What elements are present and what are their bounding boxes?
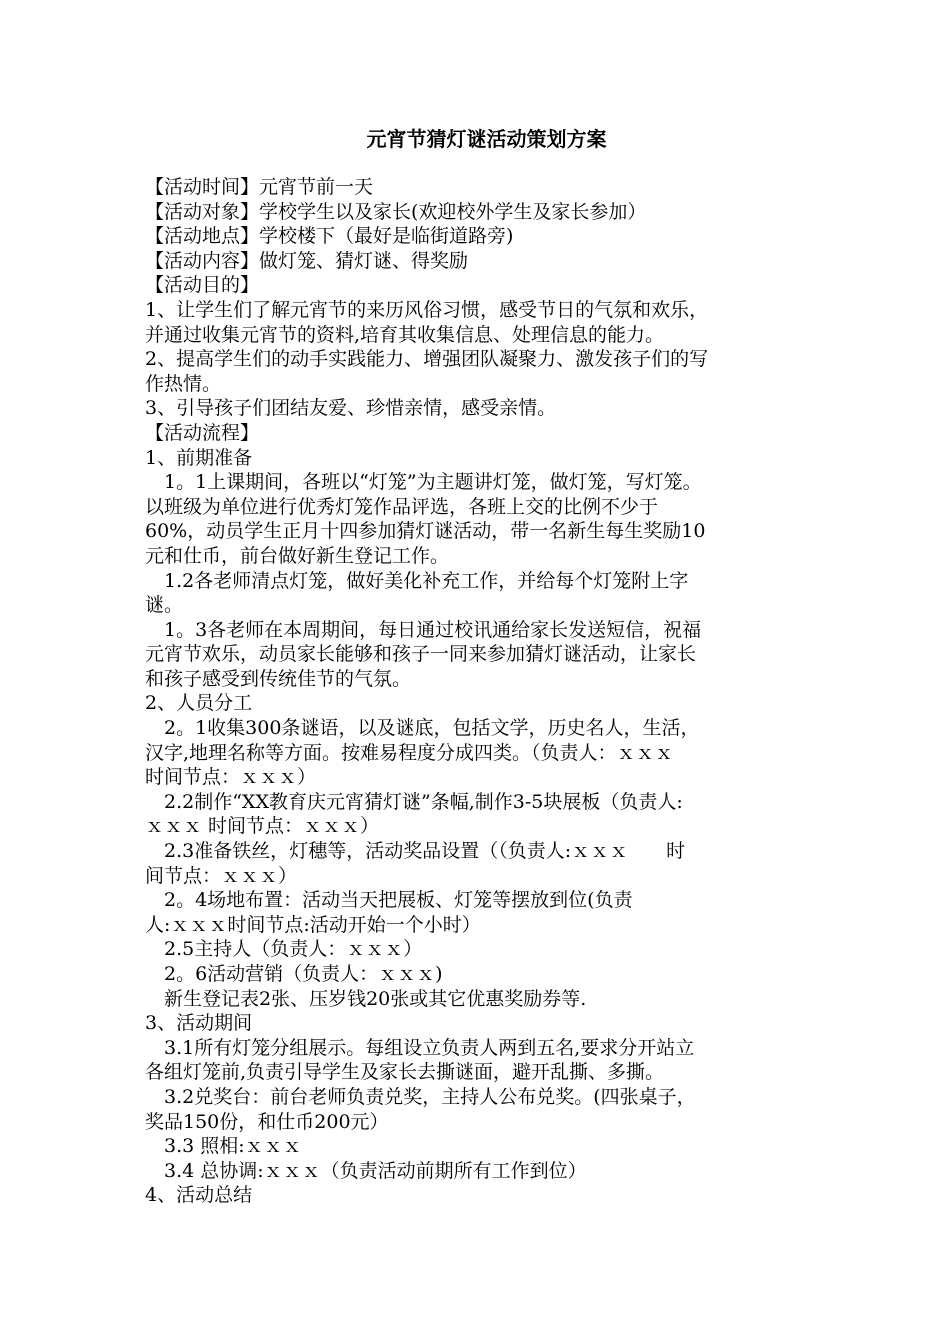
text-line: 新生登记表2张、压岁钱20张或其它优惠奖励券等. <box>164 987 587 1010</box>
text-line: 2。1收集300条谜语，以及谜底，包括文学，历史名人，生活， <box>164 717 700 740</box>
text-line: 元和仕币，前台做好新生登记工作。 <box>145 544 450 567</box>
text-line: 【活动内容】做灯笼、猜灯谜、得奖励 <box>145 249 469 272</box>
text-line: 【活动时间】元宵节前一天 <box>145 176 374 198</box>
text-line: 1、让学生们了解元宵节的来历风俗习惯，感受节日的气氛和欢乐， <box>145 298 709 321</box>
text-line: 2、人员分工 <box>145 692 253 715</box>
document-body <box>145 175 838 1208</box>
text-line: 2.3准备铁丝，灯穗等，活动奖品设置（（负责人:ｘｘｘ 时 <box>164 840 686 863</box>
text-line: 并通过收集元宵节的资料,培育其收集信息、处理信息的能力。 <box>145 323 665 346</box>
text-line: 作热情。 <box>145 372 222 395</box>
text-line: 3、活动期间 <box>145 1012 253 1035</box>
text-line: 元宵节欢乐，动员家长能够和孩子一同来参加猜灯谜活动，让家长 <box>145 643 697 666</box>
text-line: 3、引导孩子们团结友爱、珍惜亲情，感受亲情。 <box>145 397 557 420</box>
text-line: 2.2制作“XX教育庆元宵猜灯谜”条幅,制作3-5块展板（负责人: <box>164 790 683 813</box>
text-line: 2、提高学生们的动手实践能力、增强团队凝聚力、激发孩子们的写 <box>145 348 709 371</box>
text-line: 【活动地点】学校楼下（最好是临街道路旁) <box>145 225 514 248</box>
text-line: 3.2兑奖台：前台老师负责兑奖，主持人公布兑奖。(四张桌子， <box>164 1085 696 1108</box>
text-line: 4、活动总结 <box>145 1184 253 1207</box>
text-line: 谜。 <box>145 594 184 617</box>
text-line: 【活动目的】 <box>145 274 260 297</box>
text-line: 各组灯笼前,负责引导学生及家长去撕谜面，避开乱撕、多撕。 <box>145 1061 665 1084</box>
text-line: 1。3各老师在本周期间，每日通过校讯通给家长发送短信，祝福 <box>164 618 702 641</box>
text-line: 奖品150份，和仕币200元） <box>145 1110 389 1133</box>
text-line: 1.2各老师清点灯笼，做好美化补充工作，并给每个灯笼附上字 <box>164 569 689 592</box>
text-line: 2。6活动营销（负责人：ｘｘｘ) <box>164 963 443 985</box>
text-line: 人:ｘｘｘ时间节点:活动开始一个小时） <box>145 913 481 936</box>
text-line: 以班级为单位进行优秀灯笼作品评选，各班上交的比例不少于 <box>145 495 659 518</box>
text-line: ｘｘｘ 时间节点：ｘｘｘ） <box>145 815 380 838</box>
document-title: 元宵节猜灯谜活动策划方案 <box>366 127 607 151</box>
text-line: 3.3 照相:ｘｘｘ <box>164 1135 302 1158</box>
text-line: 汉字,地理名称等方面。按难易程度分成四类。（负责人：ｘｘｘ <box>145 741 674 764</box>
text-line: 1、前期准备 <box>145 446 253 469</box>
text-line: 2。4场地布置：活动当天把展板、灯笼等摆放到位(负责 <box>164 889 633 912</box>
text-line: 和孩子感受到传统佳节的气氛。 <box>145 667 412 690</box>
text-line: 60%，动员学生正月十四参加猜灯谜活动，带一名新生每生奖励10 <box>145 520 706 543</box>
text-line: 【活动对象】学校学生以及家长(欢迎校外学生及家长参加） <box>145 200 647 223</box>
text-line: 1。1上课期间，各班以“灯笼”为主题讲灯笼，做灯笼，写灯笼。 <box>164 471 702 494</box>
text-line: 3.4 总协调:ｘｘｘ（负责活动前期所有工作到位） <box>164 1159 587 1182</box>
text-line: 2.5主持人（负责人：ｘｘｘ） <box>164 938 423 961</box>
text-line: 【活动流程】 <box>145 421 260 444</box>
text-line: 3.1所有灯笼分组展示。每组设立负责人两到五名,要求分开站立 <box>164 1036 695 1059</box>
text-line: 间节点：ｘｘｘ） <box>145 864 298 887</box>
text-line: 时间节点：ｘｘｘ） <box>145 766 317 789</box>
